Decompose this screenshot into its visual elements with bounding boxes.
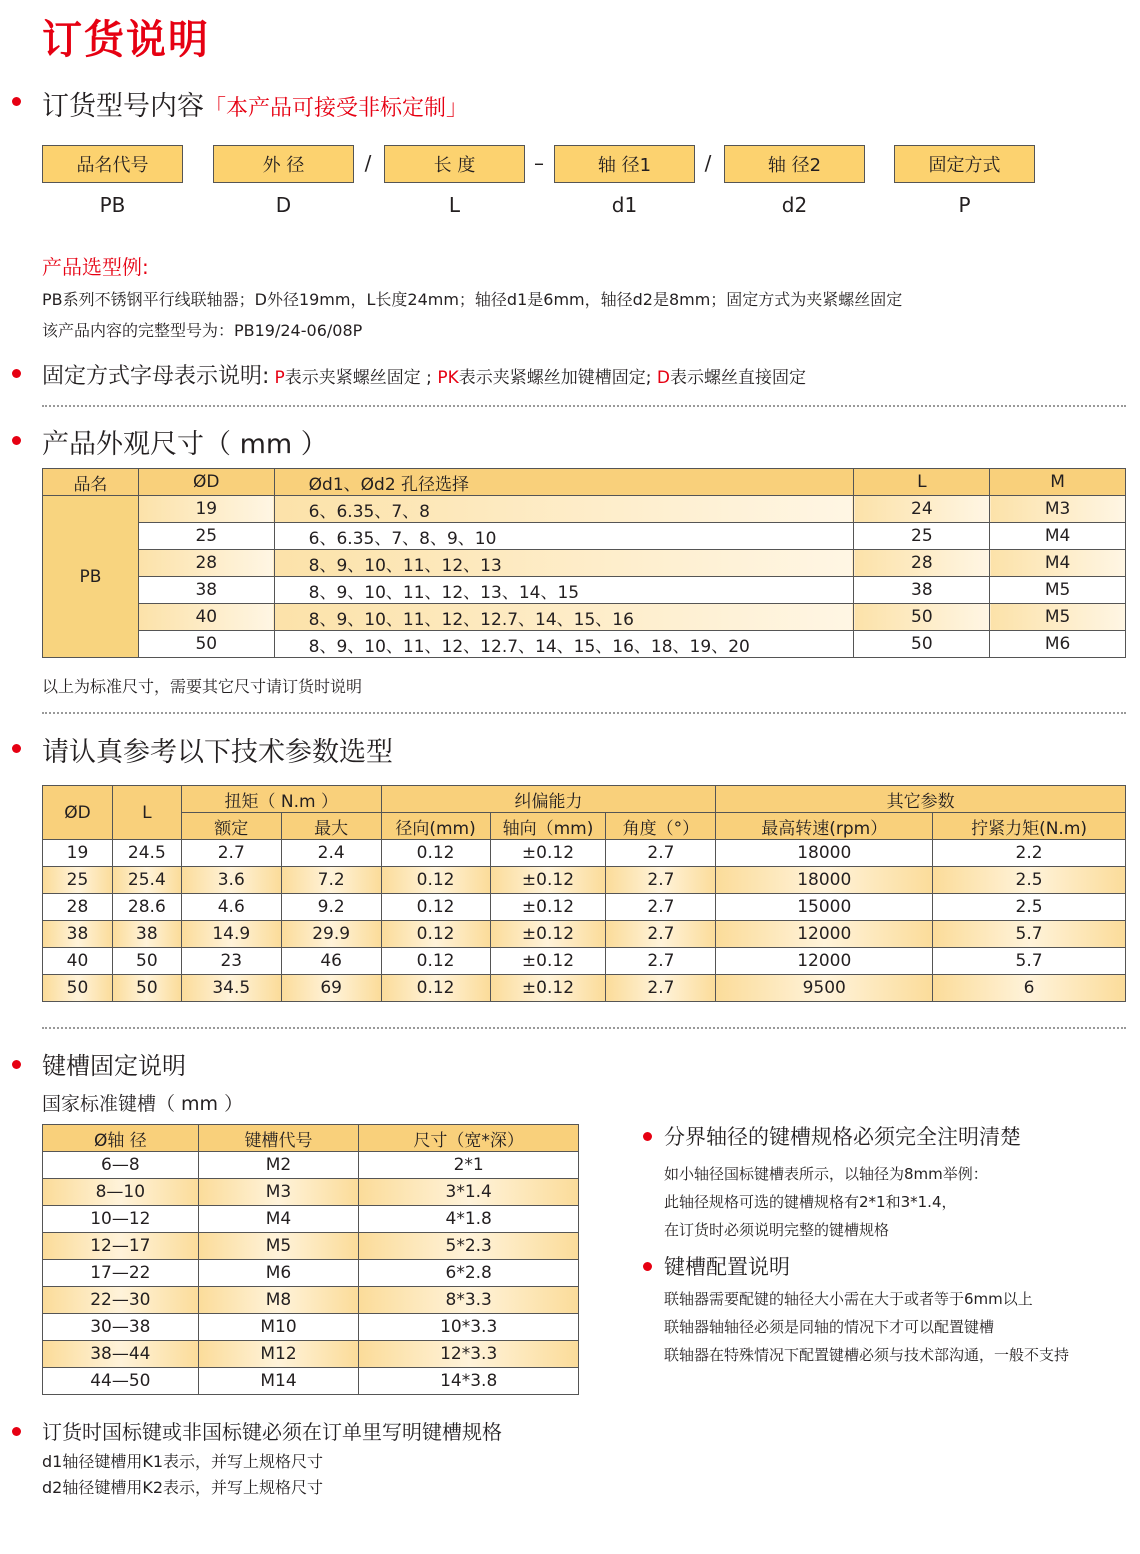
table-row xyxy=(43,867,1126,894)
fix-d-letter: D xyxy=(656,368,670,388)
table-cell: 8—10 xyxy=(43,1179,199,1206)
tech-table xyxy=(42,785,1126,1002)
table-row xyxy=(43,840,1126,867)
table-cell: 8、9、10、11、12、13、14、15 xyxy=(274,577,854,604)
table-cell: 2.7 xyxy=(606,921,716,948)
table-cell: 44—50 xyxy=(43,1368,199,1395)
table-cell: 50 xyxy=(43,975,113,1002)
header-cell: 品名 xyxy=(43,469,139,496)
dims-heading: 产品外观尺寸（ mm ） xyxy=(42,429,328,460)
table-cell: 8*3.3 xyxy=(359,1287,579,1314)
table-cell: 12000 xyxy=(716,948,933,975)
table-cell: 28 xyxy=(43,894,113,921)
bullet-icon xyxy=(643,1132,652,1141)
separator: / xyxy=(704,151,712,175)
model-box-d2: 轴 径2 xyxy=(724,145,865,183)
table-cell: 30—38 xyxy=(43,1314,199,1341)
bullet-icon xyxy=(12,97,21,106)
table-row xyxy=(43,1341,579,1368)
header-cell: 轴向（mm) xyxy=(490,813,606,840)
table-cell: 6 xyxy=(933,975,1126,1002)
example-line: PB系列不锈钢平行线联轴器；D外径19mm，L长度24mm；轴径d1是6mm，轴径d2是8mm；固定方式为夹紧螺丝固定 xyxy=(42,290,903,309)
table-cell: 40 xyxy=(43,948,113,975)
tech-heading: 请认真参考以下技术参数选型 xyxy=(42,737,393,768)
divider xyxy=(42,712,1126,714)
table-cell: 19 xyxy=(138,496,274,523)
table-cell: 6—8 xyxy=(43,1152,199,1179)
example-model: 该产品内容的完整型号为：PB19/24-06/08P xyxy=(42,321,363,340)
table-row xyxy=(43,550,1126,577)
header-cell: 尺寸（宽*深） xyxy=(359,1125,579,1152)
table-row xyxy=(43,921,1126,948)
table-cell: M6 xyxy=(198,1260,359,1287)
table-cell: 2.7 xyxy=(606,975,716,1002)
table-cell: 25 xyxy=(854,523,990,550)
key-subheading: 国家标准键槽（ mm ） xyxy=(42,1093,244,1115)
table-cell: 8、9、10、11、12、13 xyxy=(274,550,854,577)
code-d2: d2 xyxy=(781,193,808,217)
key-heading: 键槽固定说明 xyxy=(42,1052,186,1080)
note-line: 此轴径规格可选的键槽规格有2*1和3*1.4， xyxy=(664,1193,957,1211)
table-cell: M3 xyxy=(198,1179,359,1206)
note-line: 联轴器轴轴径必须是同轴的情况下才可以配置键槽 xyxy=(664,1318,995,1336)
table-cell: ±0.12 xyxy=(490,921,606,948)
table-cell: 12—17 xyxy=(43,1233,199,1260)
bullet-icon xyxy=(12,369,21,378)
note-line: 如小轴径国标键槽表所示，以轴径为8mm举例： xyxy=(664,1165,988,1183)
header-cell: Ød1、Ød2 孔径选择 xyxy=(274,469,854,496)
table-cell: ±0.12 xyxy=(490,840,606,867)
code-l: L xyxy=(448,193,461,217)
fix-heading: 固定方式字母表示说明: xyxy=(42,364,270,389)
header-cell: 键槽代号 xyxy=(198,1125,359,1152)
section-order-model xyxy=(42,84,468,123)
fix-p-letter: P xyxy=(274,368,285,388)
table-cell: 25 xyxy=(138,523,274,550)
table-cell: 25.4 xyxy=(112,867,181,894)
table-row xyxy=(43,631,1126,658)
header-cell: 其它参数 xyxy=(716,786,1126,813)
bullet-icon xyxy=(12,1060,21,1069)
header-cell: L xyxy=(112,786,181,840)
header-cell: ØD xyxy=(43,786,113,840)
table-cell: 5*2.3 xyxy=(359,1233,579,1260)
code-d: D xyxy=(275,193,292,217)
table-row xyxy=(43,894,1126,921)
table-cell: 9.2 xyxy=(281,894,381,921)
keyway-config-heading: 键槽配置说明 xyxy=(664,1255,790,1279)
header-cell: 纠偏能力 xyxy=(381,786,716,813)
keyway-config-notes xyxy=(664,1285,1069,1369)
table-row xyxy=(43,1368,579,1395)
table-cell: 28 xyxy=(138,550,274,577)
table-row xyxy=(43,1233,579,1260)
table-cell: M5 xyxy=(990,577,1126,604)
table-cell: 12*3.3 xyxy=(359,1341,579,1368)
table-cell: 50 xyxy=(112,948,181,975)
separator: – xyxy=(534,151,544,175)
model-box-name: 品名代号 xyxy=(42,145,183,183)
product-cell: PB xyxy=(43,496,139,658)
note-line: d1轴径键槽用K1表示，并写上规格尺寸 xyxy=(42,1452,324,1471)
table-cell: 2*1 xyxy=(359,1152,579,1179)
table-cell: 38 xyxy=(854,577,990,604)
fix-p-text: 表示夹紧螺丝固定 ; xyxy=(284,368,438,388)
table-cell: M3 xyxy=(990,496,1126,523)
table-cell: 0.12 xyxy=(381,948,490,975)
table-cell: 2.2 xyxy=(933,840,1126,867)
table-cell: ±0.12 xyxy=(490,975,606,1002)
header-cell: 扭矩（ N.m ） xyxy=(181,786,381,813)
note-line: 联轴器需要配键的轴径大小需在大于或者等于6mm以上 xyxy=(664,1290,1033,1308)
table-cell: 50 xyxy=(854,604,990,631)
table-cell: 28 xyxy=(854,550,990,577)
bullet-icon xyxy=(643,1262,652,1271)
table-cell: 2.7 xyxy=(606,840,716,867)
table-cell: 6、6.35、7、8 xyxy=(274,496,854,523)
table-cell: ±0.12 xyxy=(490,894,606,921)
header-cell: 径向(mm) xyxy=(381,813,490,840)
table-row xyxy=(43,496,1126,523)
fix-method-line xyxy=(42,359,806,390)
table-cell: 2.7 xyxy=(606,894,716,921)
table-cell: M4 xyxy=(198,1206,359,1233)
custom-note: 「本产品可接受非标定制」 xyxy=(204,96,469,121)
table-row xyxy=(43,948,1126,975)
header-cell: 额定 xyxy=(181,813,281,840)
table-cell: M4 xyxy=(990,523,1126,550)
section-heading: 订货型号内容 xyxy=(42,91,204,122)
table-cell: M14 xyxy=(198,1368,359,1395)
code-d1: d1 xyxy=(611,193,638,217)
divider xyxy=(42,405,1126,407)
table-cell: 38 xyxy=(138,577,274,604)
table-cell: 6、6.35、7、8、9、10 xyxy=(274,523,854,550)
keyway-table xyxy=(42,1124,579,1395)
table-cell: 24 xyxy=(854,496,990,523)
header-cell: 最高转速(rpm） xyxy=(716,813,933,840)
table-cell: 10—12 xyxy=(43,1206,199,1233)
table-row xyxy=(43,604,1126,631)
table-cell: 9500 xyxy=(716,975,933,1002)
code-p: P xyxy=(958,193,971,217)
example-heading: 产品选型例: xyxy=(42,255,149,279)
table-cell: 25 xyxy=(43,867,113,894)
table-cell: 4*1.8 xyxy=(359,1206,579,1233)
order-keyway-notes xyxy=(42,1449,323,1501)
table-cell: 34.5 xyxy=(181,975,281,1002)
table-cell: M5 xyxy=(198,1233,359,1260)
bullet-icon xyxy=(12,1427,21,1436)
table-cell: 24.5 xyxy=(112,840,181,867)
table-cell: 2.5 xyxy=(933,867,1126,894)
table-cell: 69 xyxy=(281,975,381,1002)
table-row xyxy=(43,1287,579,1314)
table-cell: M8 xyxy=(198,1287,359,1314)
header-cell: M xyxy=(990,469,1126,496)
table-cell: 28.6 xyxy=(112,894,181,921)
table-cell: 19 xyxy=(43,840,113,867)
note-line: 在订货时必须说明完整的键槽规格 xyxy=(664,1221,890,1239)
bullet-icon xyxy=(12,744,21,753)
header-cell: 拧紧力矩(N.m) xyxy=(933,813,1126,840)
separator: / xyxy=(364,151,372,175)
table-cell: 2.4 xyxy=(281,840,381,867)
table-cell: 18000 xyxy=(716,840,933,867)
table-cell: 14*3.8 xyxy=(359,1368,579,1395)
table-cell: 0.12 xyxy=(381,840,490,867)
code-pb: PB xyxy=(99,193,126,217)
header-cell: ØD xyxy=(138,469,274,496)
model-box-d1: 轴 径1 xyxy=(554,145,695,183)
table-row xyxy=(43,1314,579,1341)
dimension-table xyxy=(42,468,1126,658)
page-title: 订货说明 xyxy=(42,17,210,63)
note-line: d2轴径键槽用K2表示，并写上规格尺寸 xyxy=(42,1478,324,1497)
table-row xyxy=(43,1179,579,1206)
table-cell: 0.12 xyxy=(381,867,490,894)
table-row xyxy=(43,1260,579,1287)
table-cell: 0.12 xyxy=(381,894,490,921)
table-row xyxy=(43,975,1126,1002)
table-cell: 5.7 xyxy=(933,921,1126,948)
table-cell: 50 xyxy=(138,631,274,658)
order-keyway-heading: 订货时国标键或非国标键必须在订单里写明键槽规格 xyxy=(42,1420,502,1444)
model-box-length: 长 度 xyxy=(384,145,525,183)
table-cell: 2.7 xyxy=(606,867,716,894)
table-row xyxy=(43,1206,579,1233)
table-cell: 2.5 xyxy=(933,894,1126,921)
table-cell: M4 xyxy=(990,550,1126,577)
table-cell: 8、9、10、11、12、12.7、14、15、16、18、19、20 xyxy=(274,631,854,658)
table-cell: M10 xyxy=(198,1314,359,1341)
table-cell: 0.12 xyxy=(381,921,490,948)
fix-pk-text: 表示夹紧螺丝加键槽固定; xyxy=(458,368,657,388)
bullet-icon xyxy=(12,436,21,445)
table-cell: 17—22 xyxy=(43,1260,199,1287)
table-cell: 4.6 xyxy=(181,894,281,921)
fix-pk-letter: PK xyxy=(437,368,459,388)
table-cell: 3.6 xyxy=(181,867,281,894)
table-cell: M6 xyxy=(990,631,1126,658)
table-cell: M2 xyxy=(198,1152,359,1179)
table-cell: 15000 xyxy=(716,894,933,921)
table-cell: 0.12 xyxy=(381,975,490,1002)
table-cell: 38 xyxy=(112,921,181,948)
table-cell: M5 xyxy=(990,604,1126,631)
table-cell: 7.2 xyxy=(281,867,381,894)
header-cell: 角度（°） xyxy=(606,813,716,840)
header-cell: Ø轴 径 xyxy=(43,1125,199,1152)
table-cell: 2.7 xyxy=(606,948,716,975)
table-cell: M12 xyxy=(198,1341,359,1368)
header-cell: L xyxy=(854,469,990,496)
table-cell: 3*1.4 xyxy=(359,1179,579,1206)
fix-d-text: 表示螺丝直接固定 xyxy=(669,368,806,388)
table-cell: 5.7 xyxy=(933,948,1126,975)
table-cell: 12000 xyxy=(716,921,933,948)
table-cell: 2.7 xyxy=(181,840,281,867)
table-row xyxy=(43,577,1126,604)
boundary-notes xyxy=(664,1160,988,1244)
table-cell: 46 xyxy=(281,948,381,975)
table-cell: 6*2.8 xyxy=(359,1260,579,1287)
table-cell: 8、9、10、11、12、12.7、14、15、16 xyxy=(274,604,854,631)
table-cell: 38—44 xyxy=(43,1341,199,1368)
table-cell: 23 xyxy=(181,948,281,975)
table-row xyxy=(43,523,1126,550)
table-cell: 29.9 xyxy=(281,921,381,948)
table-cell: 10*3.3 xyxy=(359,1314,579,1341)
table-cell: 50 xyxy=(112,975,181,1002)
table-cell: ±0.12 xyxy=(490,867,606,894)
model-box-fix: 固定方式 xyxy=(894,145,1035,183)
table-cell: 18000 xyxy=(716,867,933,894)
table-cell: 38 xyxy=(43,921,113,948)
model-box-od: 外 径 xyxy=(213,145,354,183)
dims-footnote: 以上为标准尺寸，需要其它尺寸请订货时说明 xyxy=(42,677,363,696)
table-cell: 40 xyxy=(138,604,274,631)
table-cell: 50 xyxy=(854,631,990,658)
table-row xyxy=(43,1152,579,1179)
note-line: 联轴器在特殊情况下配置键槽必须与技术部沟通，一般不支持 xyxy=(664,1346,1070,1364)
table-cell: ±0.12 xyxy=(490,948,606,975)
boundary-heading: 分界轴径的键槽规格必须完全注明清楚 xyxy=(664,1125,1021,1149)
header-cell: 最大 xyxy=(281,813,381,840)
table-cell: 14.9 xyxy=(181,921,281,948)
table-cell: 22—30 xyxy=(43,1287,199,1314)
divider xyxy=(42,1027,1126,1029)
